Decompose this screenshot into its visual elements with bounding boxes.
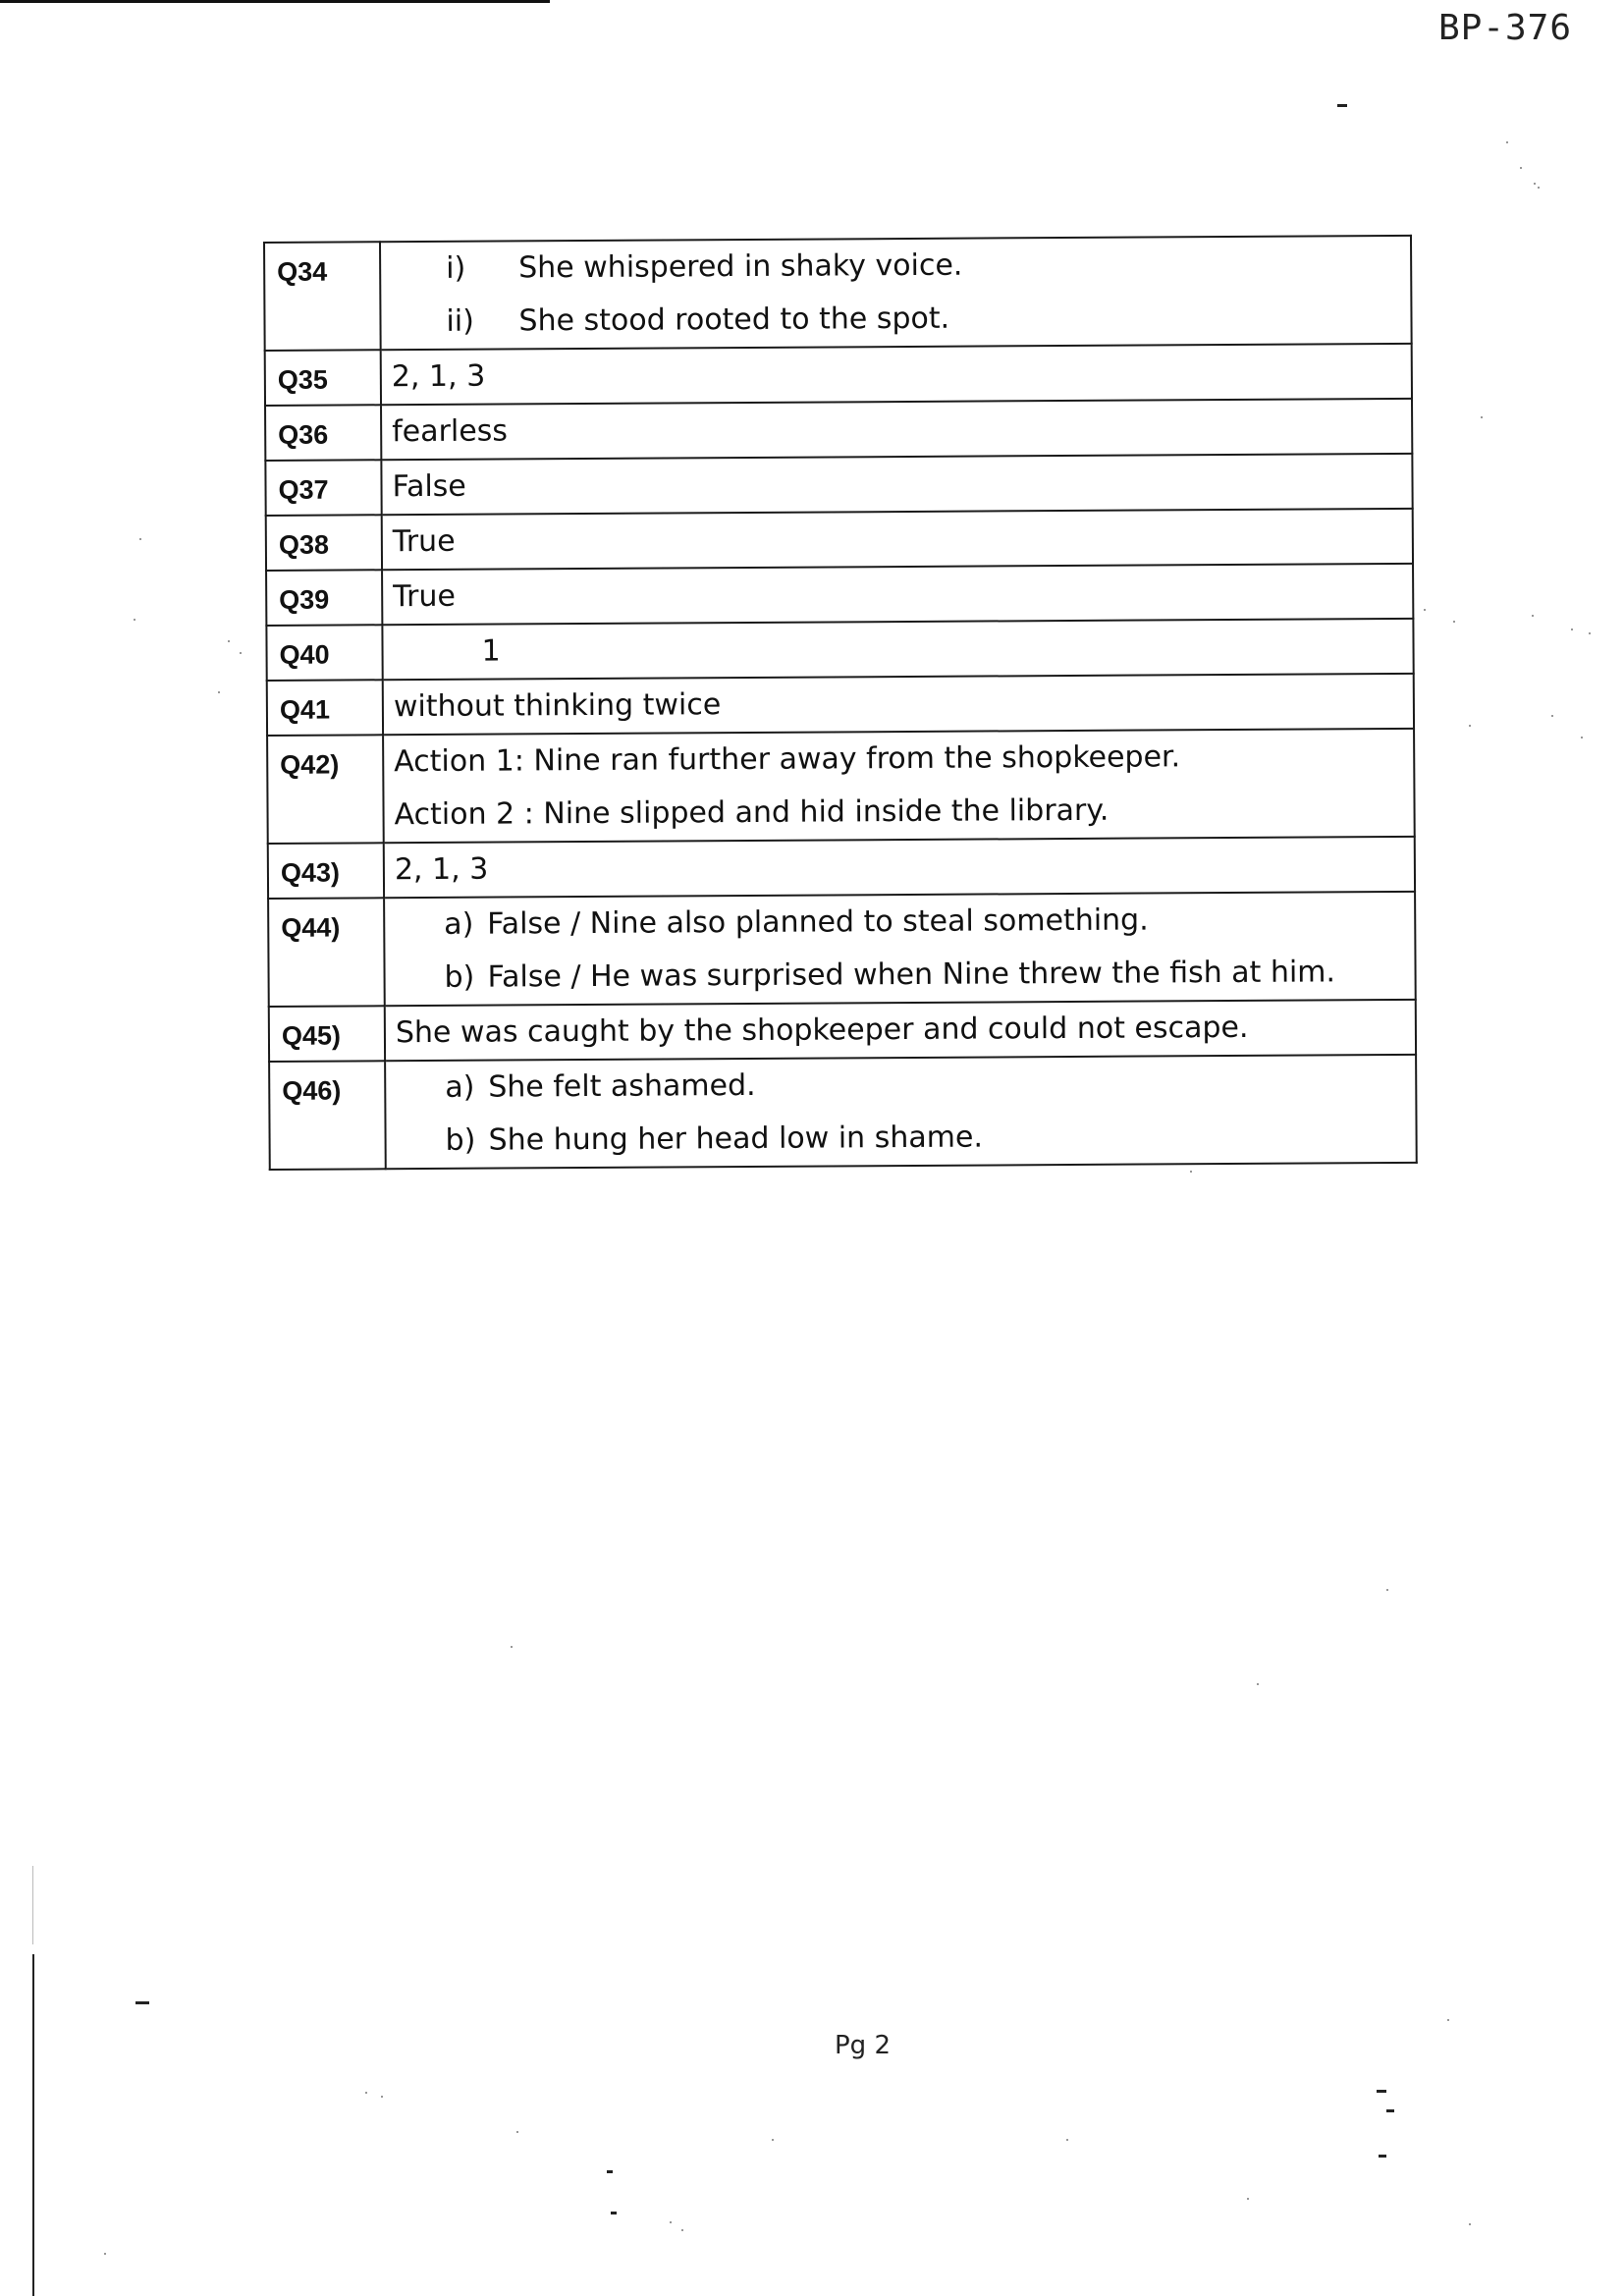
answer-cell <box>380 236 1412 350</box>
scan-speck <box>1571 629 1573 630</box>
scan-speck <box>1469 2223 1471 2225</box>
answer-cell <box>384 837 1415 898</box>
question-number: Q43) <box>268 843 384 899</box>
scan-speck <box>1506 141 1508 143</box>
question-number: Q46) <box>269 1061 386 1170</box>
scan-speck <box>1190 1171 1192 1173</box>
question-number: Q40 <box>266 625 382 681</box>
answer-cell <box>382 509 1413 570</box>
table-row <box>269 1000 1416 1062</box>
scan-speck <box>1581 737 1583 738</box>
question-number: Q34 <box>264 242 381 351</box>
left-edge-mark-faint <box>32 1866 33 1944</box>
answer-line <box>396 1056 1405 1115</box>
question-number: Q45) <box>269 1006 385 1062</box>
answer-line: Action 1: Nine ran further away from the shopkeeper. <box>394 739 1181 780</box>
table-row <box>268 892 1416 1007</box>
table-row <box>265 399 1412 461</box>
item-label: i) <box>446 250 466 286</box>
table-row <box>266 619 1413 681</box>
answer-line <box>391 290 1400 349</box>
scan-speck <box>1453 621 1455 623</box>
table-row <box>265 344 1412 406</box>
table-row <box>264 236 1412 351</box>
answer-line: Action 2 : Nine slipped and hid inside the library. <box>394 793 1110 833</box>
question-number: Q42) <box>267 735 384 844</box>
scan-speck <box>1520 167 1522 169</box>
answer-text: 2, 1, 3 <box>394 851 489 888</box>
answer-cell <box>383 674 1414 735</box>
answer-text: False <box>392 468 466 505</box>
scan-speck <box>681 2229 683 2231</box>
scan-speck <box>228 640 230 642</box>
scan-speck <box>1247 2198 1249 2200</box>
scan-speck <box>218 691 220 693</box>
table-row <box>265 454 1412 516</box>
scan-mark <box>1386 2109 1394 2112</box>
answer-text: False / Nine also planned to steal something. <box>487 902 1149 942</box>
table-row <box>269 1055 1417 1170</box>
table-row <box>268 837 1415 899</box>
scan-speck <box>1532 615 1534 617</box>
answer-cell <box>384 892 1416 1006</box>
item-label: a) <box>445 1069 475 1105</box>
scan-mark <box>1379 2155 1386 2158</box>
scan-mark <box>607 2170 613 2173</box>
item-label: b) <box>444 959 475 995</box>
scan-speck <box>134 619 135 621</box>
answer-line <box>395 946 1404 1005</box>
question-number: Q38 <box>266 515 382 571</box>
scan-speck <box>1481 416 1483 418</box>
scan-speck <box>1066 2139 1068 2141</box>
answer-text: without thinking twice <box>393 687 722 725</box>
scan-speck <box>1257 1683 1259 1685</box>
scan-speck <box>1538 187 1540 189</box>
scan-speck <box>516 2131 518 2133</box>
answer-text: True <box>392 523 456 560</box>
scan-speck <box>139 538 141 540</box>
scan-speck <box>511 1646 513 1648</box>
answer-text: False / He was surprised when Nine threw the fish at him. <box>487 955 1336 995</box>
answer-key-table <box>263 235 1418 1171</box>
scan-speck <box>365 2092 367 2094</box>
question-number: Q35 <box>265 350 381 406</box>
page-number: Pg 2 <box>835 2031 891 2060</box>
answer-text: She felt ashamed. <box>488 1067 756 1105</box>
answer-cell <box>383 729 1415 843</box>
answer-text: She was caught by the shopkeeper and could not escape. <box>395 1010 1249 1051</box>
scan-mark <box>135 2001 149 2004</box>
answer-text: 1 <box>481 633 501 669</box>
scan-speck <box>1534 183 1536 185</box>
answer-cell <box>381 454 1412 515</box>
answer-cell <box>382 564 1413 625</box>
scan-speck <box>772 2139 774 2141</box>
answer-line <box>395 893 1404 952</box>
table-row <box>267 729 1415 844</box>
table-row <box>266 509 1413 571</box>
scan-speck <box>1386 1589 1388 1591</box>
answer-line <box>396 1109 1405 1168</box>
scan-speck <box>1424 609 1426 611</box>
answer-cell <box>381 399 1412 460</box>
question-number: Q41 <box>267 680 383 736</box>
scan-speck <box>104 2253 106 2255</box>
answer-text: She whispered in shaky voice. <box>518 247 963 286</box>
document-code: BP-376 <box>1437 8 1572 48</box>
table-row <box>267 674 1414 736</box>
item-label: b) <box>445 1122 476 1158</box>
scan-mark <box>1377 2090 1386 2093</box>
scan-speck <box>670 2221 672 2223</box>
answer-cell <box>381 344 1412 405</box>
scan-speck <box>1551 715 1553 717</box>
question-number: Q39 <box>266 570 382 626</box>
table-row <box>266 564 1413 626</box>
answer-cell <box>385 1000 1416 1061</box>
scan-mark <box>611 2212 617 2214</box>
answer-cell <box>382 619 1413 680</box>
scan-speck <box>381 2096 383 2098</box>
scan-speck <box>1589 632 1591 634</box>
item-label: a) <box>444 906 474 942</box>
answer-line <box>391 237 1400 296</box>
answer-text: She stood rooted to the spot. <box>518 301 950 339</box>
scan-speck <box>240 652 242 654</box>
item-label: ii) <box>446 303 474 339</box>
scan-speck <box>1447 2019 1449 2021</box>
answer-text: 2, 1, 3 <box>391 358 486 395</box>
answer-text: True <box>393 578 457 615</box>
answer-cell <box>385 1055 1417 1169</box>
question-number: Q36 <box>265 405 381 461</box>
answer-text: fearless <box>392 413 509 450</box>
answer-text: She hung her head low in shame. <box>488 1120 984 1158</box>
scan-mark <box>1337 104 1347 107</box>
question-number: Q44) <box>268 898 385 1007</box>
top-edge-rule <box>0 0 550 3</box>
scan-speck <box>1469 725 1471 727</box>
question-number: Q37 <box>265 460 381 516</box>
left-edge-rule <box>32 1954 34 2296</box>
